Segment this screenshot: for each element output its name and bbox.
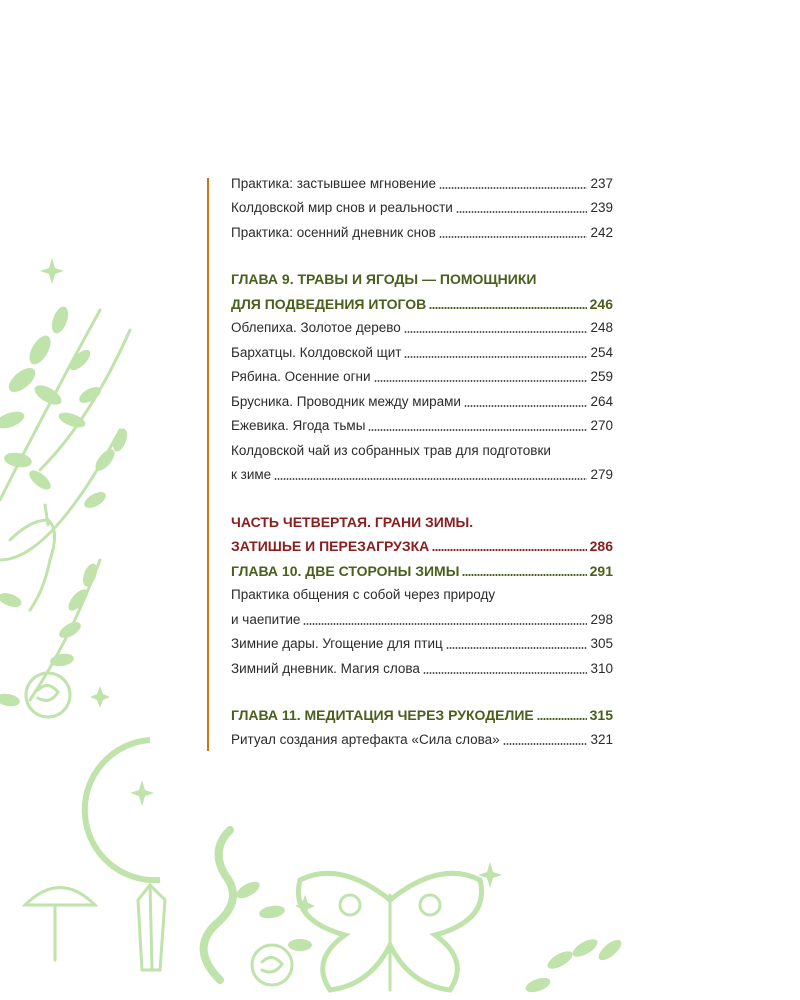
- dot-leader: [404, 331, 588, 333]
- toc-entry-title: Рябина. Осенние огни: [231, 369, 371, 384]
- sparkle-icon: [130, 780, 154, 806]
- toc-page-number: 298: [590, 611, 613, 627]
- toc-entry-title: Практика: застывшее мгновение: [231, 175, 437, 191]
- dot-leader: [456, 211, 588, 213]
- section-gap: [231, 242, 613, 264]
- dot-leader: [374, 380, 588, 382]
- toc-entry[interactable]: [231, 460, 613, 485]
- section-gap: [231, 678, 613, 700]
- toc-entry[interactable]: [231, 362, 613, 387]
- dot-leader: [462, 574, 586, 576]
- toc-entry[interactable]: [231, 653, 613, 678]
- toc-page-number: 239: [590, 200, 613, 215]
- toc-chapter-title: ГЛАВА 11. МЕДИТАЦИЯ ЧЕРЕЗ РУКОДЕЛИЕ: [231, 707, 534, 723]
- toc-chapter-entry[interactable]: [231, 700, 613, 725]
- toc-page-number: 248: [590, 320, 613, 335]
- toc-entry[interactable]: [231, 386, 613, 411]
- dot-leader: [423, 672, 588, 674]
- dot-leader: [439, 236, 588, 238]
- toc-page-number: 305: [590, 636, 613, 651]
- toc-page-number: 237: [590, 175, 613, 191]
- dot-leader: [429, 307, 586, 309]
- toc-entry-title: Облепиха. Золотое дерево: [231, 320, 401, 335]
- dot-leader: [446, 647, 588, 649]
- toc-entry-title: Ежевика. Ягода тьмы: [231, 418, 366, 433]
- toc-page-number: 310: [590, 660, 613, 676]
- toc-page-number: 259: [590, 369, 613, 384]
- dot-leader: [368, 429, 587, 431]
- toc-part-title: ЗАТИШЬЕ И ПЕРЕЗАГРУЗКА: [231, 538, 430, 554]
- dot-leader: [404, 356, 587, 358]
- toc-part-entry[interactable]: [231, 531, 613, 556]
- toc-entry-title: Зимние дары. Угощение для птиц: [231, 636, 443, 651]
- toc-entry-title: Ритуал создания артефакта «Сила слова»: [231, 731, 500, 747]
- toc-page-number: 321: [590, 731, 613, 747]
- toc-entry[interactable]: [231, 337, 613, 362]
- dot-leader: [503, 743, 588, 745]
- toc-entry[interactable]: [231, 217, 613, 242]
- dot-leader: [274, 478, 587, 480]
- part-title-line: ЧАСТЬ ЧЕТВЕРТАЯ. ГРАНИ ЗИМЫ.: [231, 513, 474, 530]
- toc-entry-title-line: Практика общения с собой через природу: [231, 587, 496, 602]
- sparkle-icon: [40, 258, 64, 284]
- toc-entry-title: Бархатцы. Колдовской щит: [231, 344, 402, 360]
- toc-chapter-entry[interactable]: [231, 555, 613, 580]
- toc-page-number: 315: [589, 707, 613, 723]
- accent-rule: [207, 178, 209, 751]
- dot-leader: [432, 549, 586, 551]
- toc-page-number: 242: [590, 224, 613, 240]
- section-gap: [231, 484, 613, 506]
- toc-entry[interactable]: [231, 168, 613, 193]
- sparkle-icon: [90, 686, 110, 708]
- chapter-title-line: ГЛАВА 9. ТРАВЫ И ЯГОДЫ — ПОМОЩНИКИ: [231, 271, 537, 287]
- toc-entry[interactable]: [231, 313, 613, 338]
- toc-chapter-title: ДЛЯ ПОДВЕДЕНИЯ ИТОГОВ: [231, 295, 427, 312]
- toc-page-number: 270: [590, 418, 613, 433]
- toc-chapter-entry[interactable]: [231, 288, 613, 313]
- toc-page-number: 264: [590, 393, 613, 409]
- toc-entry-title-line: Колдовской чай из собранных трав для подготовки: [231, 442, 551, 458]
- table-of-contents: [231, 168, 613, 749]
- toc-page-number: 246: [589, 295, 613, 312]
- dot-leader: [464, 405, 588, 407]
- toc-entry-title: к зиме: [231, 467, 272, 482]
- toc-page-number: 291: [589, 562, 613, 579]
- toc-entry[interactable]: [231, 193, 613, 218]
- toc-entry[interactable]: [231, 411, 613, 436]
- toc-chapter-title: ГЛАВА 10. ДВЕ СТОРОНЫ ЗИМЫ: [231, 562, 460, 579]
- toc-page-number: 279: [590, 467, 613, 482]
- dot-leader: [303, 623, 587, 625]
- toc-entry-title: Зимний дневник. Магия слова: [231, 660, 420, 676]
- toc-entry[interactable]: [231, 724, 613, 749]
- toc-entry-title: и чаепитие: [231, 611, 301, 627]
- toc-entry-title: Практика: осенний дневник снов: [231, 224, 436, 240]
- toc-entry-title: Колдовской мир снов и реальности: [231, 200, 453, 215]
- dot-leader: [439, 187, 587, 189]
- toc-page-number: 254: [590, 344, 613, 360]
- toc-entry-title: Брусника. Проводник между мирами: [231, 393, 461, 409]
- toc-entry[interactable]: [231, 629, 613, 654]
- dot-leader: [537, 718, 587, 720]
- toc-entry[interactable]: [231, 604, 613, 629]
- toc-page-number: 286: [589, 538, 613, 554]
